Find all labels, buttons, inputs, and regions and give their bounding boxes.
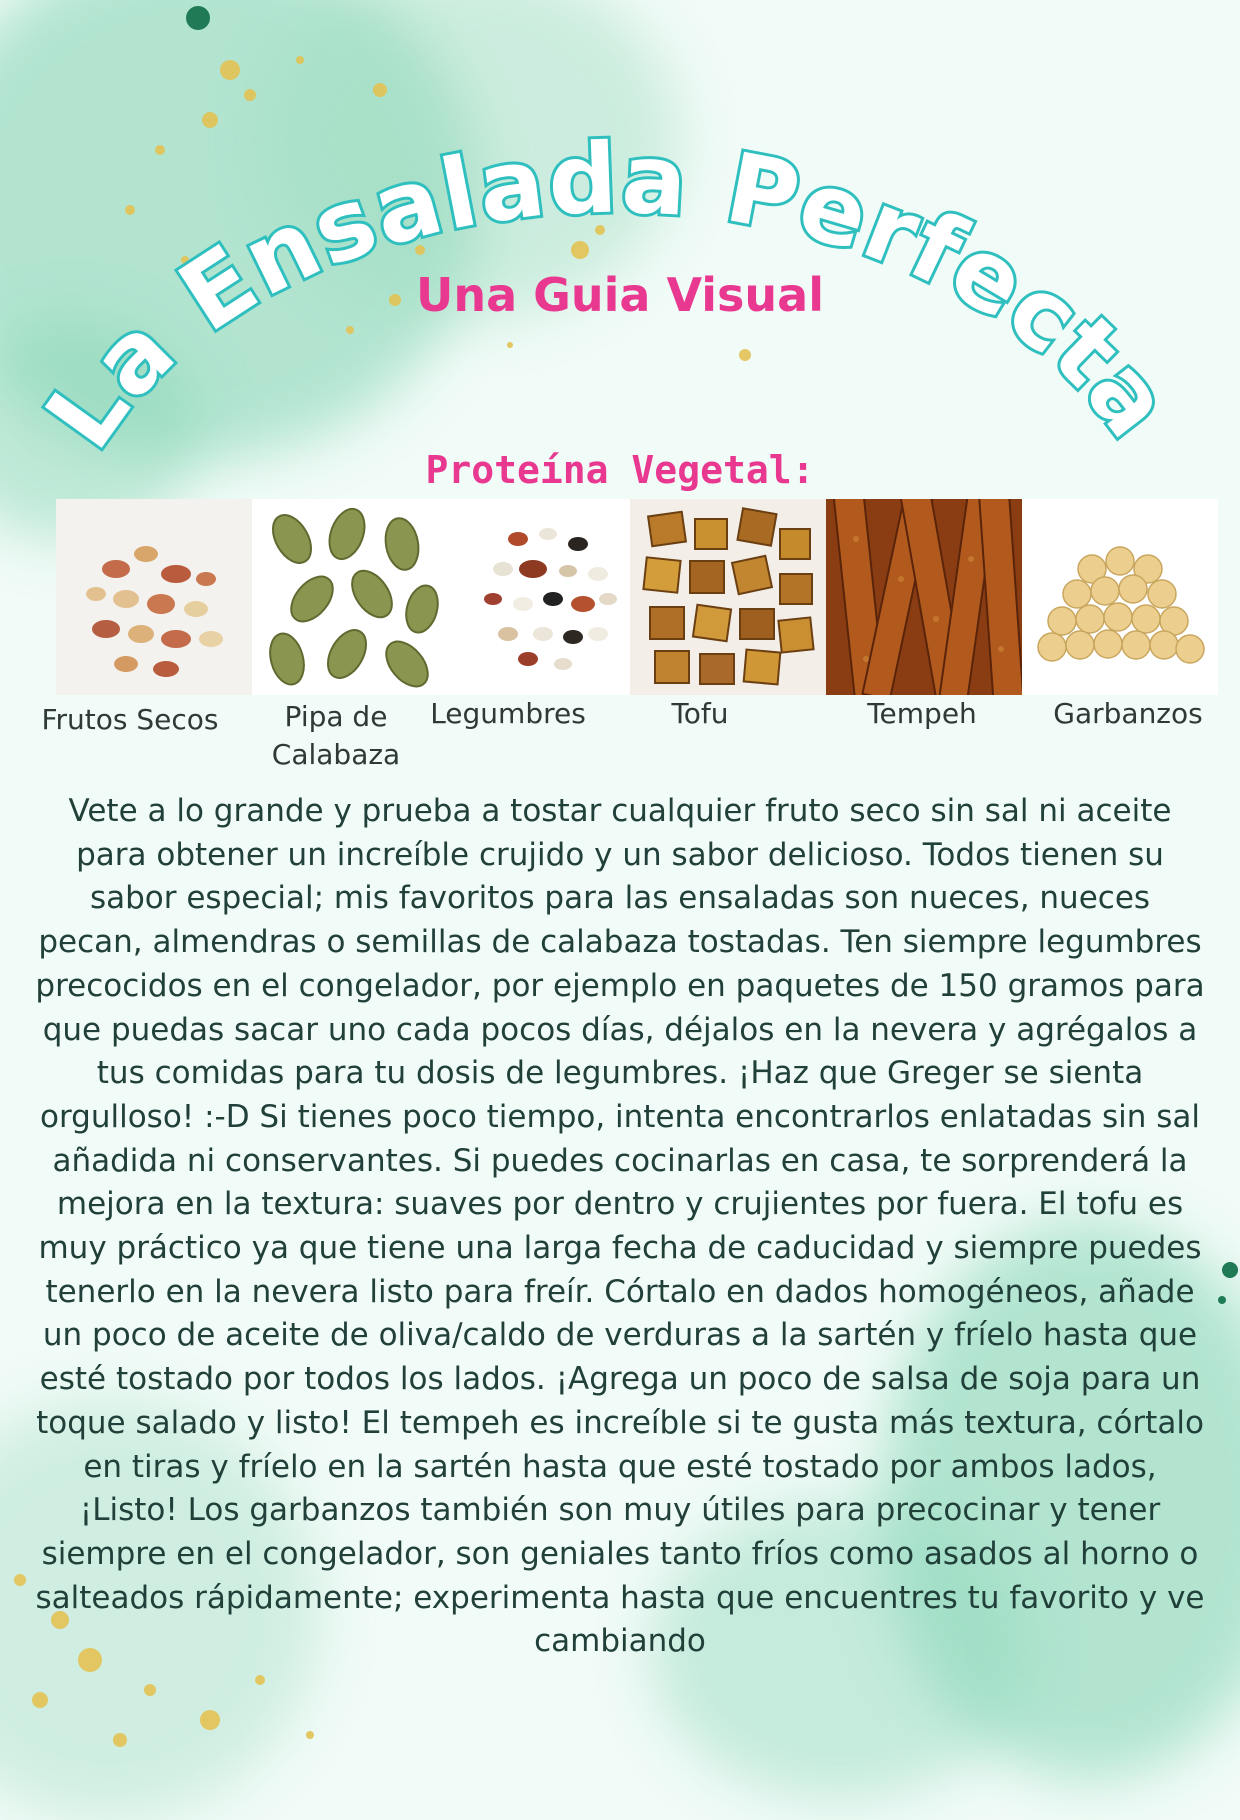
body-paragraph: Vete a lo grande y prueba a tostar cualquier fruto seco sin sal ni aceite para obtener un increíble crujido y un sabor delicioso. Todos tienen su sabor especial; mis favoritos para las ensaladas son nueces, nueces pecan, almendras o semillas de calabaza tostadas. Ten siempre legumbres precocidos en el congelador, por ejemplo en paquetes de 150 gramos para que puedas sacar uno cada pocos días, déjalos en la nevera y agrégalos a tus comidas para tu dosis de legumbres. ¡Haz que Greger se sienta orgulloso! :-D Si tienes poco tiempo, intenta encontrarlos enlatadas sin sal añadida ni conservantes. Si puedes cocinarlas en casa, te sorprenderá la mejora en la textura: suaves por dentro y crujientes por fuera. El tofu es muy práctico ya que tiene una larga fecha de caducidad y siempre puedes tenerlo en la nevera listo para freír. Córtalo en dados homogéneos, añade un poco de aceite de oliva/caldo de verduras a la sartén y fríelo hasta que esté tostado por todos los lados. ¡Agrega un poco de salsa de soja para un toque salado y listo! El tempeh es increíble si te gusta más textura, córtalo en tiras y fríelo en la sartén hasta que esté tostado por ambos lados, ¡Listo! Los garbanzos también son muy útiles para precocinar y tener siempre en el congelador, son geniales tanto fríos como asados al horno o salteados rápidamente; experimenta hasta que encuentres tu favorito y ve cambiando bbox=[35, 793, 1205, 1660]
caption-garbanzos: Garbanzos bbox=[1053, 697, 1203, 730]
caption-legumbres: Legumbres bbox=[430, 697, 586, 730]
caption-tempeh: Tempeh bbox=[867, 697, 977, 730]
pumpkin-seeds-photo bbox=[252, 499, 448, 695]
arched-title bbox=[0, 0, 1240, 520]
fried-tofu-photo bbox=[630, 499, 826, 695]
caption-pipa-de-calabaza-text: Pipa de Calabaza bbox=[271, 700, 401, 771]
page-subtitle: Una Guia Visual bbox=[416, 268, 824, 322]
caption-tofu: Tofu bbox=[671, 697, 729, 730]
caption-frutos-secos: Frutos Secos bbox=[41, 703, 219, 736]
tempeh-strips-photo bbox=[826, 499, 1022, 695]
mixed-beans-photo bbox=[448, 499, 644, 695]
section-heading: Proteína Vegetal: bbox=[425, 448, 815, 492]
mixed-nuts-photo bbox=[56, 499, 252, 695]
chickpeas-photo bbox=[1022, 499, 1218, 695]
title-text: La Ensalada Perfecta bbox=[24, 122, 1194, 469]
caption-pipa-de-calabaza bbox=[236, 698, 436, 774]
